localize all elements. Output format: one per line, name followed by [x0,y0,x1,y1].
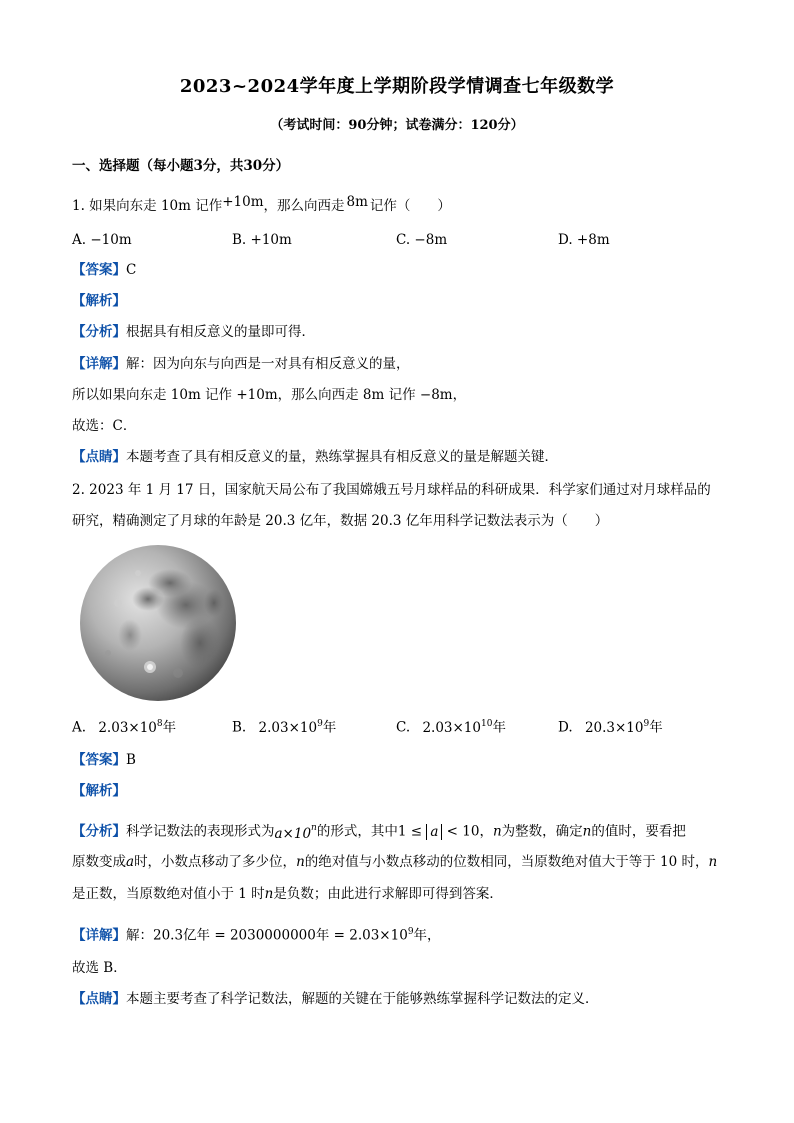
q1-option-b: B. +10m [232,232,292,248]
q1-conclusion: 故选：C． [72,418,137,434]
absolute-value: a [426,824,442,840]
q1-value-1: +10m [222,194,264,210]
fenxi-text: 根据具有相反意义的量即可得． [126,324,315,340]
fenxi-tag: 【分析】 [72,823,126,840]
q2-option-c [396,714,506,738]
variable-a: a [126,854,135,870]
option-base: 2.03×10 [422,719,481,736]
q1-solution-line: 所以如果向东走 10m 记作 +10m，那么向西走 8m 记作 −8m， [72,387,467,403]
formula: a×10 [274,825,312,842]
fenxi-text: 的形式，其中 [316,823,398,840]
answer-value: B [126,752,136,768]
solution-base: 2.03×10 [349,927,408,944]
analysis-tag: 【解析】 [72,293,126,309]
q1-dianjing [72,447,558,467]
dianjing-tag: 【点睛】 [72,449,126,465]
dianjing-text: 本题考查了具有相反意义的量，熟练掌握具有相反意义的量是解题关键． [126,449,558,465]
q2-option-a [72,714,176,738]
dianjing-text: 本题主要考查了科学记数法，解题的关键在于能够熟练掌握科学记数法的定义． [126,991,599,1007]
option-unit: 年 [649,719,663,736]
variable-n: n [582,823,592,840]
question-2-stem-line1: 2. 2023 年 1 月 17 日，国家航天局公布了我国嫦娥五号月球样品的科研成果．科学家们通过对月球样品的 [72,482,711,498]
q1-stem-part: ，那么向西走 [263,198,345,214]
section-heading: 一、选择题（每小题3分，共30分） [72,158,290,174]
answer-value: C [126,262,137,278]
fenxi-text: 是负数；由此进行求解即可得到答案． [273,886,503,902]
q1-option-a: A. −10m [72,232,132,248]
variable-n: n [296,854,305,870]
q2-xiangjie [72,922,441,946]
xiangjie-text: 年， [413,927,441,944]
fenxi-text: ， [479,823,493,840]
q2-option-b [232,714,336,738]
fenxi-text: 是正数，当原数绝对值小于 1 时 [72,886,265,902]
q2-fenxi-line3 [72,884,503,904]
solution-exponent: 9 [407,927,414,937]
variable-n: n [708,854,718,870]
option-unit: 年 [492,719,506,736]
fenxi-tag: 【分析】 [72,324,126,340]
q2-analysis-heading [72,781,126,801]
option-unit: 年 [162,719,177,736]
q1-value-2: 8m [346,194,368,210]
variable-n: n [264,886,274,902]
option-base: 2.03×10 [258,719,318,736]
q1-stem-part: 记作（ ） [369,198,451,214]
fenxi-text: 的值时，要看把 [591,823,686,840]
q2-dianjing [72,989,599,1009]
inequality-left: 1 ≤ [397,823,427,840]
answer-tag: 【答案】 [72,262,126,278]
q1-option-c: C. −8m [396,232,448,248]
fenxi-text: 原数变成 [72,854,126,870]
q2-fenxi-line1 [72,818,686,842]
option-base: 2.03×10 [98,719,157,736]
option-label: B. [232,719,247,736]
q1-analysis-heading [72,291,126,311]
dianjing-tag: 【点睛】 [72,991,126,1007]
q1-fenxi [72,322,315,342]
question-1-stem [72,196,451,216]
q1-stem-part: 1. 如果向东走 10m 记作 [72,198,223,214]
moon-image [78,543,238,703]
xiangjie-tag: 【详解】 [72,927,126,944]
inequality-right: < 10 [442,823,480,840]
fenxi-text: 为整数，确定 [501,823,583,840]
option-exponent: 8 [156,719,163,729]
xiangjie-text: 解：20.3亿年 = 2030000000年 = [126,927,350,944]
option-label: D. [558,719,573,736]
exam-info: （考试时间：90分钟；试卷满分：120分） [270,118,524,133]
variable-n: n [492,823,502,840]
option-label: C. [396,719,411,736]
fenxi-text: 时，小数点移动了多少位， [134,854,297,870]
fenxi-text: 科学记数法的表现形式为 [126,823,275,840]
q2-conclusion: 故选 B． [72,960,127,976]
option-label: A. [72,719,87,736]
fenxi-text: 的绝对值与小数点移动的位数相同，当原数绝对值大于等于 10 时， [304,854,709,870]
q1-option-d: D. +8m [558,232,610,248]
q2-answer [72,750,136,770]
q1-answer [72,260,136,280]
option-base: 20.3×10 [584,719,644,736]
question-2-stem-line2: 研究，精确测定了月球的年龄是 20.3 亿年，数据 20.3 亿年用科学记数法表示为（ ） [72,513,609,529]
option-exponent: 10 [481,719,493,729]
option-unit: 年 [322,719,337,736]
formula-exponent: n [311,823,317,833]
xiangjie-text: 解：因为向东与向西是一对具有相反意义的量， [126,356,410,372]
analysis-tag: 【解析】 [72,783,126,799]
xiangjie-tag: 【详解】 [72,356,126,372]
option-exponent: 9 [317,719,323,729]
moon-illustration [78,543,238,703]
q2-fenxi-line2 [72,852,717,872]
option-exponent: 9 [643,719,650,729]
q1-xiangjie [72,354,410,374]
page-title: 2023~2024学年度上学期阶段学情调查七年级数学 [179,76,615,97]
answer-tag: 【答案】 [72,752,126,768]
q2-option-d [558,714,663,738]
